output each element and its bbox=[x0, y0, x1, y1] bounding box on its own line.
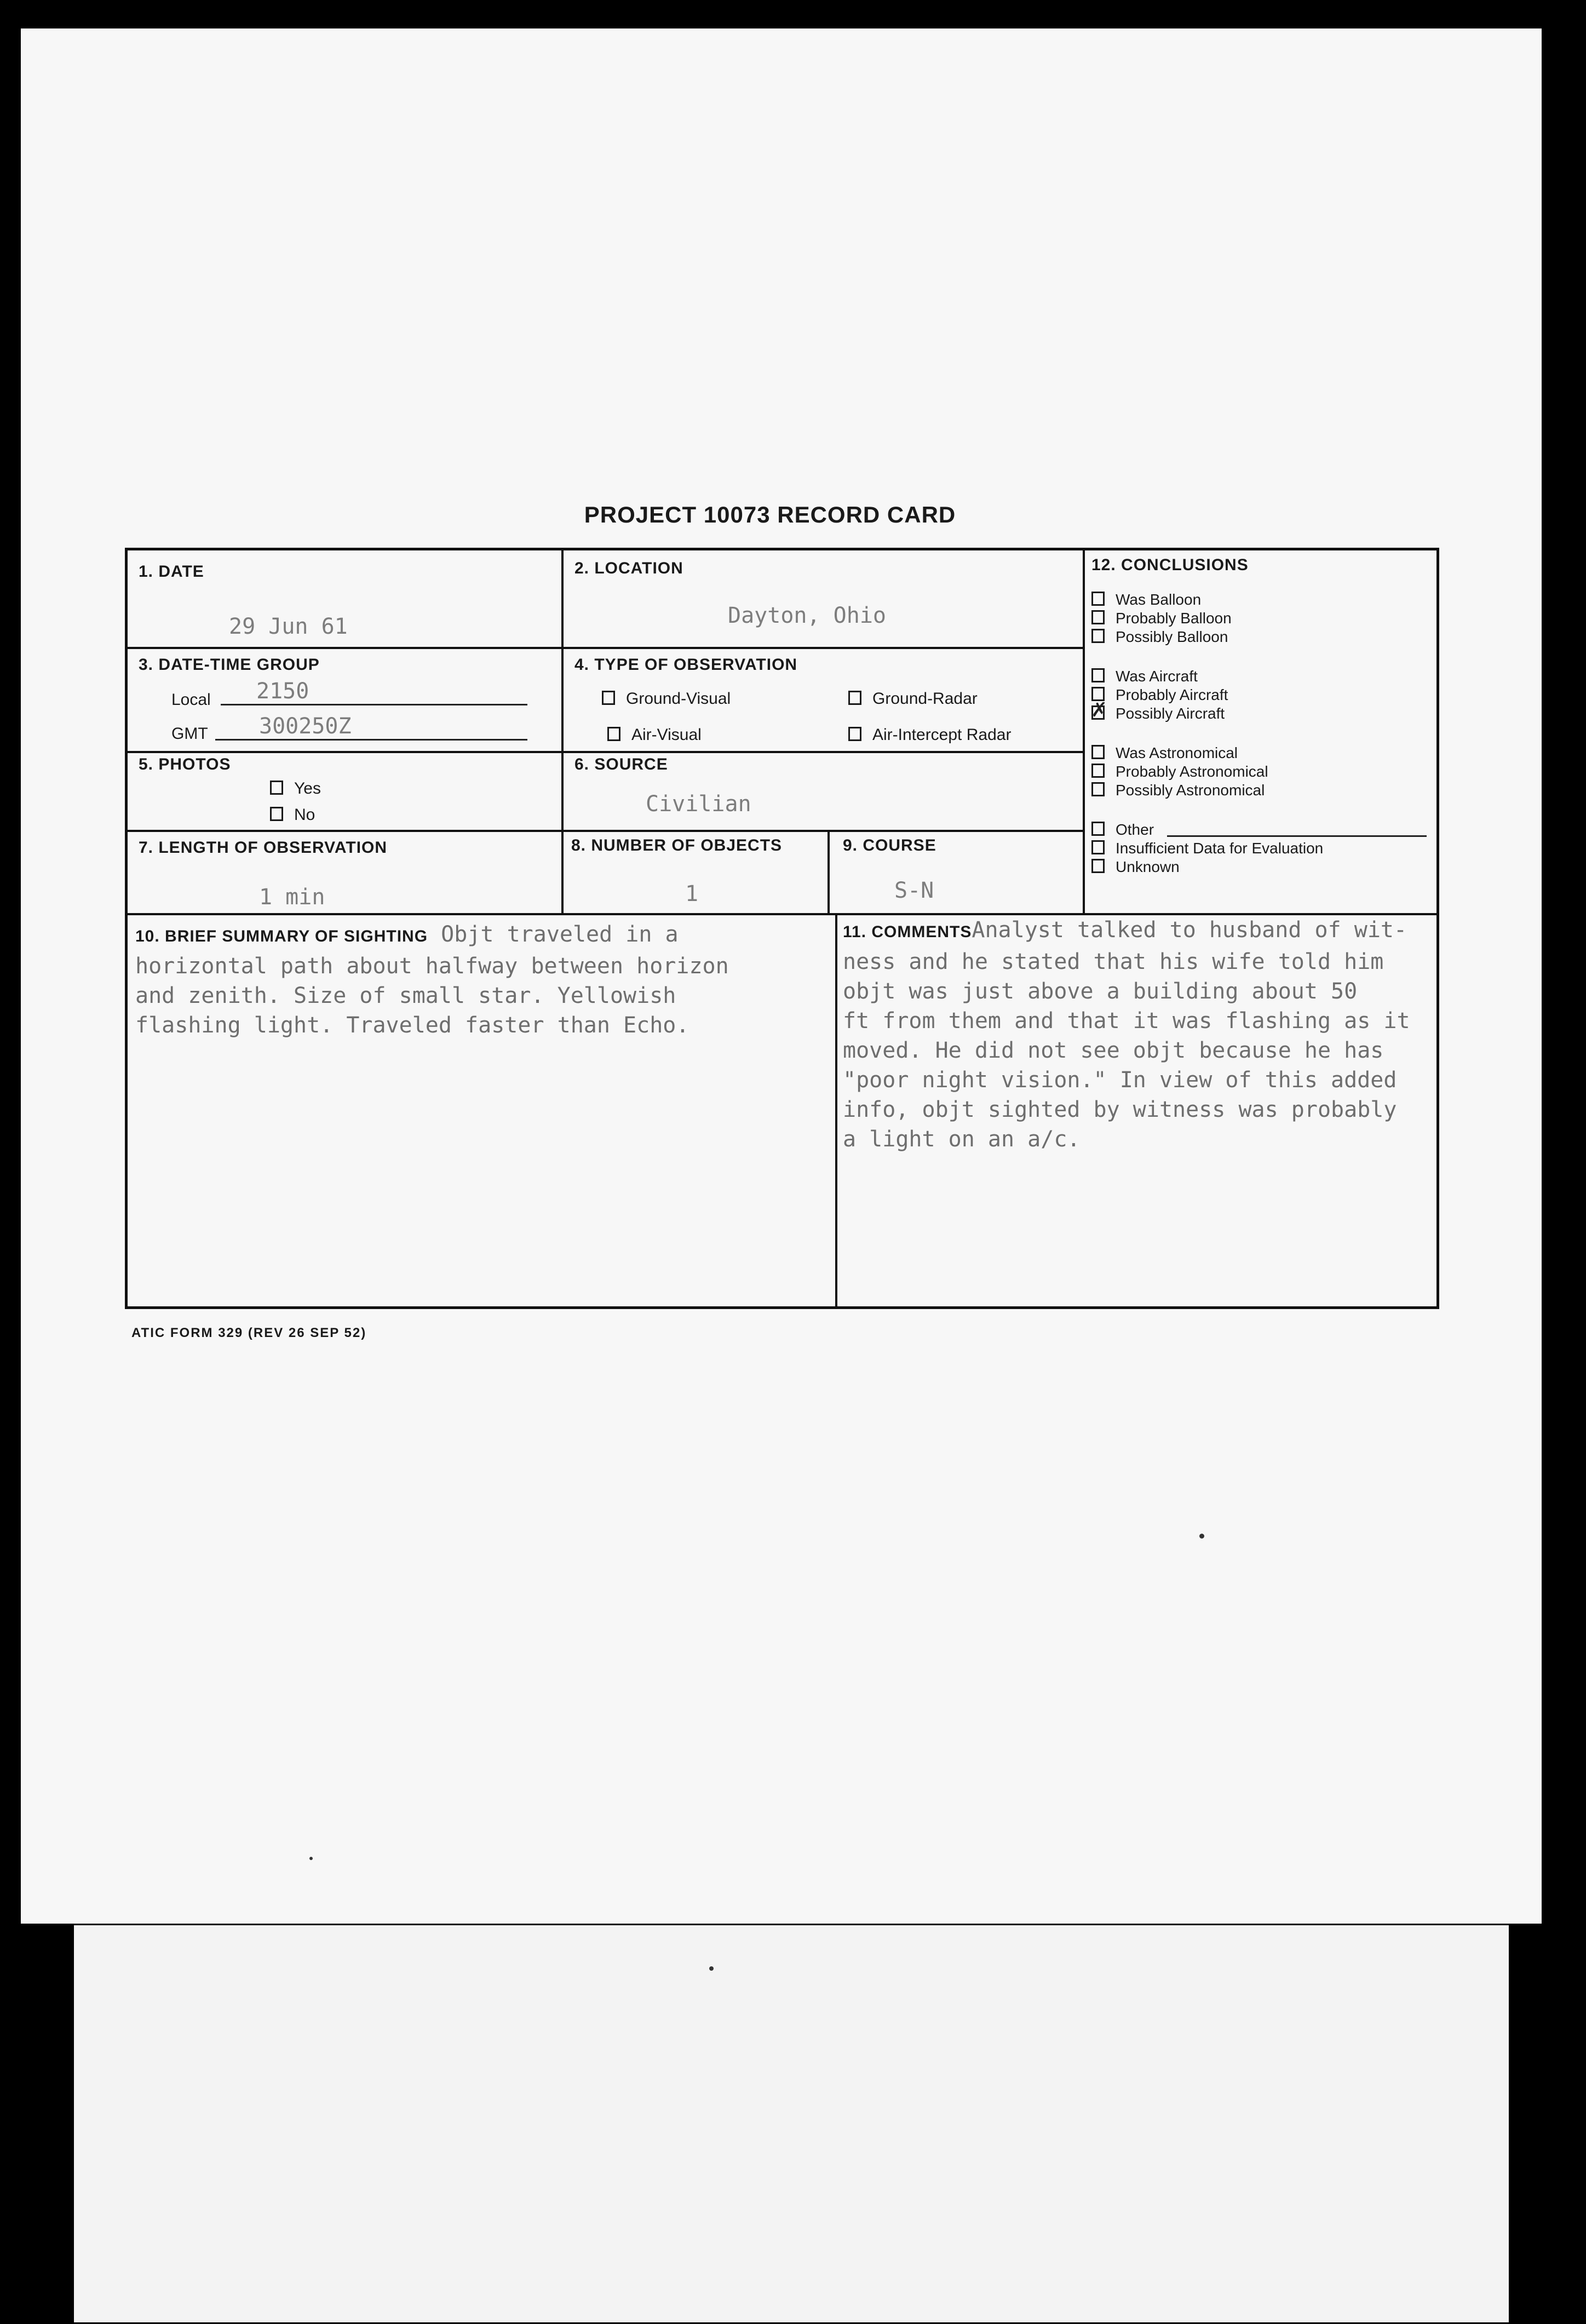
paper-sheet-lower bbox=[74, 1925, 1509, 2322]
ground-radar-option: Ground-Radar bbox=[848, 690, 978, 708]
conclusion-item: Possibly Astronomical bbox=[1091, 782, 1265, 799]
observation-type-label: 4. TYPE OF OBSERVATION bbox=[574, 656, 798, 674]
conclusion-item: Insufficient Data for Evaluation bbox=[1091, 840, 1323, 857]
photos-label: 5. PHOTOS bbox=[139, 755, 231, 773]
conclusion-item-checked: ✗ Possibly Aircraft bbox=[1091, 698, 1225, 722]
conclusions-cell bbox=[1083, 550, 1436, 913]
course-label: 9. COURSE bbox=[843, 836, 936, 854]
length-cell bbox=[128, 830, 561, 913]
conclusion-item: Possibly Balloon bbox=[1091, 628, 1228, 646]
course-cell bbox=[828, 830, 1083, 913]
length-label: 7. LENGTH OF OBSERVATION bbox=[139, 839, 388, 857]
location-label: 2. LOCATION bbox=[574, 559, 683, 577]
observation-type-cell bbox=[561, 647, 1083, 751]
source-cell bbox=[561, 751, 1083, 830]
conclusion-item: Was Aircraft bbox=[1091, 668, 1198, 685]
source-value: Civilian bbox=[646, 791, 751, 817]
dtg-label: 3. DATE-TIME GROUP bbox=[139, 656, 320, 674]
speck bbox=[309, 1857, 313, 1860]
conclusion-item: Was Balloon bbox=[1091, 591, 1201, 609]
comments-cell bbox=[835, 913, 1436, 1306]
conclusion-item: Probably Astronomical bbox=[1091, 763, 1268, 781]
location-cell bbox=[561, 550, 1083, 647]
record-card bbox=[125, 548, 1439, 1309]
location-value: Dayton, Ohio bbox=[728, 603, 886, 628]
speck bbox=[709, 1966, 714, 1971]
local-value: 2150 bbox=[256, 679, 309, 704]
speck bbox=[1199, 1534, 1204, 1539]
objects-value: 1 bbox=[685, 881, 699, 906]
comments-label: 11. COMMENTS bbox=[843, 923, 972, 941]
conclusion-item: Was Astronomical bbox=[1091, 744, 1238, 762]
gmt-label: GMT bbox=[171, 725, 208, 743]
ground-visual-option: Ground-Visual bbox=[602, 690, 731, 708]
objects-label: 8. NUMBER OF OBJECTS bbox=[571, 836, 783, 854]
summary-text: 10. BRIEF SUMMARY OF SIGHTING Objt traveled in a horizontal path about halfway between horizon and zenith. Size of small star. Yellowish flashing light. Traveled faster than Echo. bbox=[135, 922, 729, 1038]
photos-yes-option: Yes bbox=[270, 779, 321, 798]
photos-no-option: No bbox=[270, 806, 315, 824]
conclusion-item: Probably Balloon bbox=[1091, 610, 1232, 627]
length-value: 1 min bbox=[259, 885, 325, 910]
dtg-cell bbox=[128, 647, 561, 751]
other-underline bbox=[1167, 835, 1427, 837]
date-cell bbox=[128, 550, 561, 647]
objects-cell bbox=[561, 830, 828, 913]
summary-label: 10. BRIEF SUMMARY OF SIGHTING bbox=[135, 927, 428, 945]
air-intercept-option: Air-Intercept Radar bbox=[848, 726, 1011, 744]
card-title: PROJECT 10073 RECORD CARD bbox=[584, 502, 956, 527]
gmt-value: 300250Z bbox=[259, 714, 352, 739]
date-label: 1. DATE bbox=[139, 563, 204, 581]
comments-text: 11. COMMENTSAnalyst talked to husband of wit- ness and he stated that his wife told him objt was just above a building about 50 ft from them and that it was flashing as it moved. He did not see objt because he has "poor night vision." In view of this added info, objt sighted by witness was probably a light on an a/c. bbox=[843, 917, 1410, 1152]
source-label: 6. SOURCE bbox=[574, 755, 668, 773]
conclusions-label: 12. CONCLUSIONS bbox=[1091, 556, 1249, 574]
date-value: 29 Jun 61 bbox=[229, 614, 348, 639]
air-visual-option: Air-Visual bbox=[607, 726, 702, 744]
photos-cell bbox=[128, 751, 561, 830]
conclusion-item: Probably Aircraft bbox=[1091, 686, 1228, 704]
summary-cell bbox=[128, 913, 835, 1306]
form-id: ATIC FORM 329 (REV 26 SEP 52) bbox=[131, 1325, 367, 1340]
gmt-underline bbox=[215, 739, 527, 741]
conclusion-item-other: Other bbox=[1091, 821, 1154, 839]
local-underline bbox=[221, 704, 527, 705]
conclusion-item: Unknown bbox=[1091, 858, 1180, 876]
course-value: S-N bbox=[894, 878, 934, 903]
local-label: Local bbox=[171, 691, 211, 709]
